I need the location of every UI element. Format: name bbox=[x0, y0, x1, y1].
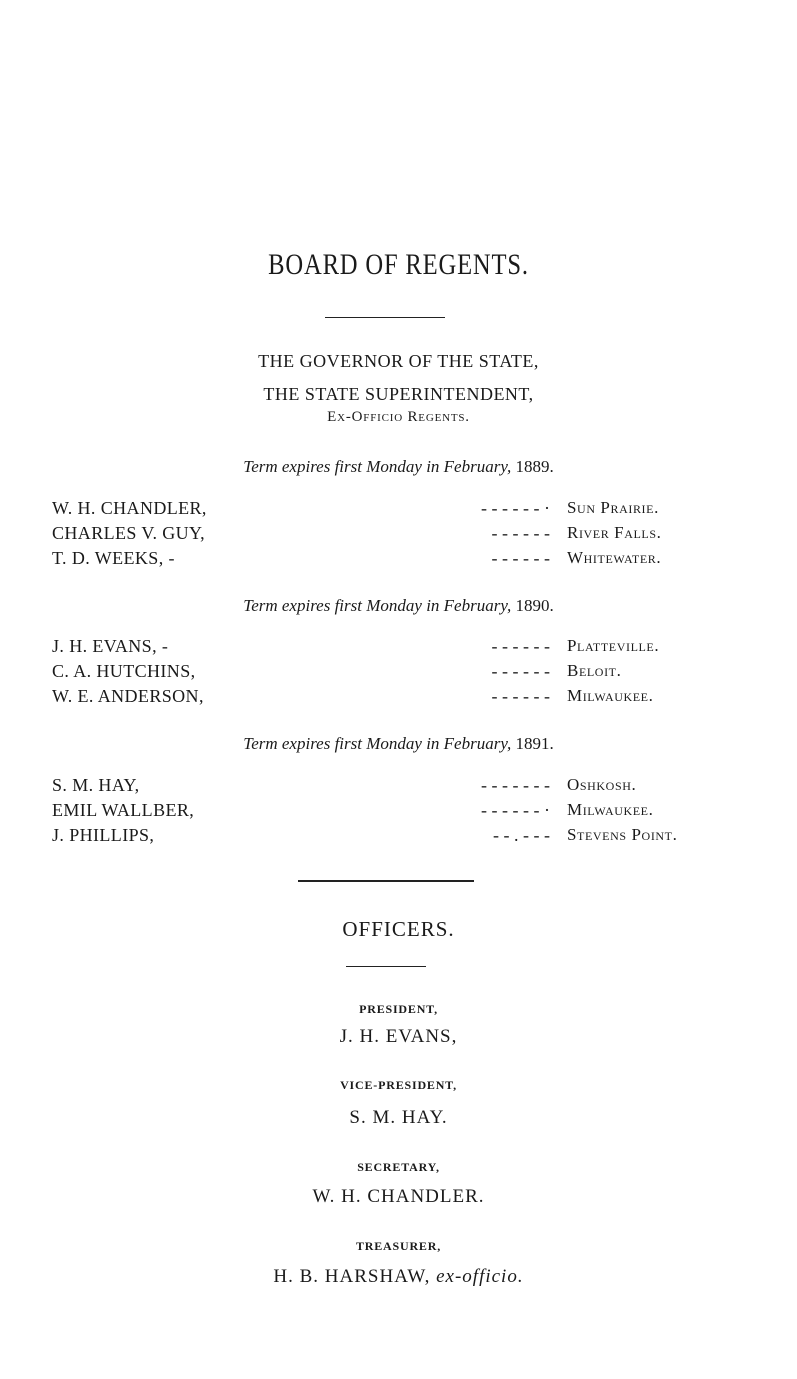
regent-place: Platteville. bbox=[567, 636, 660, 655]
officers-heading: OFFICERS. bbox=[342, 917, 455, 941]
regent-row bbox=[0, 800, 797, 822]
regent-place: Milwaukee. bbox=[567, 686, 654, 705]
regent-row bbox=[0, 498, 797, 520]
regent-name: J. H. EVANS, - bbox=[52, 636, 169, 656]
term-text: Term expires first Monday in February, bbox=[243, 457, 512, 476]
regent-name: CHARLES V. GUY, bbox=[52, 523, 206, 543]
regent-place: Oshkosh. bbox=[567, 775, 637, 794]
leader-dashes: - - - - - - · bbox=[481, 800, 550, 820]
treasurer-line bbox=[0, 1266, 797, 1288]
regent-place: Sun Prairie. bbox=[567, 498, 659, 517]
regent-name: S. M. HAY, bbox=[52, 775, 140, 795]
leader-dashes: - - - - - - bbox=[491, 661, 550, 681]
term-heading-1891 bbox=[0, 734, 797, 754]
leader-dashes: - - - - - - bbox=[491, 636, 550, 656]
vice-president-label: VICE-PRESIDENT, bbox=[340, 1078, 457, 1092]
treasurer-suffix: ex-officio. bbox=[436, 1266, 524, 1287]
term-heading-1889 bbox=[0, 457, 797, 477]
regent-place: River Falls. bbox=[567, 523, 662, 542]
vice-president-name: S. M. HAY. bbox=[349, 1107, 448, 1128]
regent-row bbox=[0, 686, 797, 708]
term-year: 1891. bbox=[515, 734, 554, 753]
term-text: Term expires first Monday in February, bbox=[243, 734, 512, 753]
regent-name: W. E. ANDERSON, bbox=[52, 686, 204, 706]
ex-officio-line-1: THE GOVERNOR OF THE STATE, bbox=[258, 351, 539, 371]
regent-place: Whitewater. bbox=[567, 548, 662, 567]
president-name: J. H. EVANS, bbox=[339, 1026, 458, 1047]
leader-dashes: - - - - - - · bbox=[481, 498, 550, 518]
regent-row bbox=[0, 548, 797, 570]
term-text: Term expires first Monday in February, bbox=[243, 596, 512, 615]
treasurer-label: TREASURER, bbox=[355, 1239, 441, 1253]
term-year: 1890. bbox=[515, 596, 554, 615]
officers-rule bbox=[346, 966, 426, 967]
regent-name: W. H. CHANDLER, bbox=[52, 498, 207, 518]
leader-dashes: - - - - - - - bbox=[481, 775, 550, 795]
regent-row bbox=[0, 825, 797, 847]
title-rule bbox=[325, 317, 445, 318]
leader-dashes: - - - - - - bbox=[491, 686, 550, 706]
regent-row bbox=[0, 636, 797, 658]
regent-place: Milwaukee. bbox=[567, 800, 654, 819]
term-year: 1889. bbox=[515, 457, 554, 476]
president-label: PRESIDENT, bbox=[359, 1002, 438, 1016]
regent-place: Beloit. bbox=[567, 661, 622, 680]
regent-row bbox=[0, 523, 797, 545]
regent-name: T. D. WEEKS, - bbox=[52, 548, 175, 568]
section-rule bbox=[298, 880, 474, 882]
page-title: BOARD OF REGENTS. bbox=[268, 248, 529, 281]
ex-officio-line-2: THE STATE SUPERINTENDENT, bbox=[263, 384, 534, 404]
regent-row bbox=[0, 661, 797, 683]
secretary-label: SECRETARY, bbox=[357, 1160, 440, 1174]
term-heading-1890 bbox=[0, 596, 797, 616]
secretary-name: W. H. CHANDLER. bbox=[312, 1186, 485, 1207]
regent-name: EMIL WALLBER, bbox=[52, 800, 195, 820]
regent-name: C. A. HUTCHINS, bbox=[52, 661, 196, 681]
regent-place: Stevens Point. bbox=[567, 825, 678, 844]
regent-name: J. PHILLIPS, bbox=[52, 825, 155, 845]
regent-row bbox=[0, 775, 797, 797]
ex-officio-line-3: Ex-Officio Regents. bbox=[327, 409, 470, 425]
treasurer-name: H. B. HARSHAW, bbox=[273, 1266, 431, 1287]
leader-dashes: - - . - - - bbox=[493, 825, 550, 845]
leader-dashes: - - - - - - bbox=[491, 548, 550, 568]
leader-dashes: - - - - - - bbox=[491, 523, 550, 543]
